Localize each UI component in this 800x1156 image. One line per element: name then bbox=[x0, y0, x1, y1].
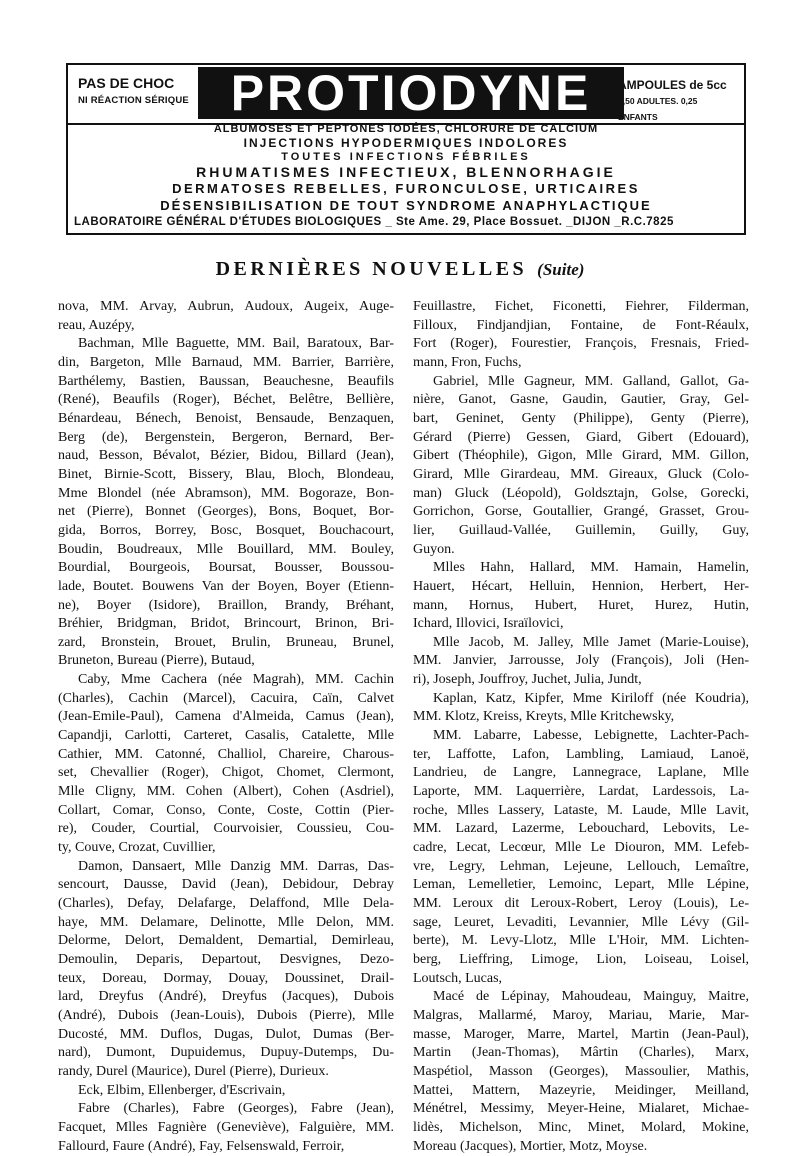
advertisement-banner bbox=[66, 63, 746, 235]
text-line: sage, Leuret, Levaditi, Levannier, Mlle Lévy (Gil- bbox=[413, 914, 749, 930]
text-line: (Charles), Cachin (Marcel), Cacuira, Caïn, Calvet bbox=[58, 690, 394, 706]
text-line: berte), M. Levy-Llotz, Mlle L'Hoir, MM. Lichten- bbox=[413, 933, 749, 949]
ad-line-5: DERMATOSES REBELLES, FURONCULOSE, URTICAIRES bbox=[172, 181, 640, 196]
text-line: Fabre (Charles), Fabre (Georges), Fabre (Jean), bbox=[78, 1101, 394, 1117]
text-line: Macé de Lépinay, Mahoudeau, Mainguy, Maitre, bbox=[433, 989, 749, 1005]
names-paragraph bbox=[413, 373, 749, 560]
text-line: Gibert (Théophile), Gigon, Mlle Girard, MM. Gillon, bbox=[413, 448, 749, 464]
text-line: Mme Blondel (née Abramson), MM. Bogoraze, Bon- bbox=[58, 485, 394, 501]
ad-left-line1: PAS DE CHOC bbox=[78, 75, 175, 91]
text-line: Fort (Roger), Fourestier, François, Fresnais, Fried- bbox=[413, 336, 749, 352]
names-paragraph bbox=[413, 690, 749, 727]
text-line: (Jean-Emile-Paul), Camena d'Almeida, Camus (Jean), bbox=[58, 709, 394, 725]
text-line: Barthélemy, Bastien, Baussan, Beauchesne, Beaufils bbox=[58, 373, 394, 389]
text-line: MM. Janvier, Jarrousse, Joly (François), Joli (Hen- bbox=[413, 653, 749, 669]
text-line: lade, Boutet. Bouwens Van der Boyen, Boyer (Etienn- bbox=[58, 578, 394, 594]
section-heading bbox=[0, 258, 800, 281]
text-line: Landrieu, de Langre, Lannegrace, Laplane, Mlle bbox=[413, 765, 749, 781]
names-paragraph bbox=[413, 727, 749, 988]
text-line: Kaplan, Katz, Kipfer, Mme Kiriloff (née Koudria), bbox=[433, 690, 749, 706]
ad-line-4: RHUMATISMES INFECTIEUX, BLENNORHAGIE bbox=[196, 164, 616, 180]
text-line: gida, Borros, Borrey, Bosc, Bosquet, Bouchacourt, bbox=[58, 522, 394, 538]
text-line: Boudin, Boudreaux, Mlle Bouillard, MM. Bouley, bbox=[58, 541, 394, 557]
text-line: masse, Maroger, Marre, Martel, Martin (Jean-Paul), bbox=[413, 1026, 749, 1042]
ad-line-3: TOUTES INFECTIONS FÉBRILES bbox=[281, 151, 531, 163]
text-line: vre, Legry, Lehman, Lejeune, Lellouch, Lemaître, bbox=[413, 858, 749, 874]
text-line: MM. Klotz, Kreiss, Kreyts, Mlle Kritchewsky, bbox=[413, 709, 675, 725]
text-line: Hauert, Hécart, Helluin, Hennion, Herbert, Her- bbox=[413, 578, 749, 594]
names-paragraph bbox=[58, 298, 394, 335]
text-line: Maspétiol, Masson (Georges), Massoulier, Mathis, bbox=[413, 1063, 749, 1079]
text-line: Gorrichon, Gorse, Goutallier, Grangé, Grasset, Grou- bbox=[413, 504, 749, 520]
text-line: roche, Mlles Lassery, Lataste, M. Laude, Mlle Lavit, bbox=[413, 802, 749, 818]
text-line: ter, Laffotte, Lafon, Lambling, Lamiaud, Lanoë, bbox=[413, 746, 749, 762]
ad-right-block bbox=[618, 77, 738, 125]
text-line: Laporte, MM. Laquerrière, Lardat, Lardessois, La- bbox=[413, 784, 749, 800]
text-line: teux, Doreau, Dormay, Douay, Doussinet, Drail- bbox=[58, 970, 394, 986]
ad-left-block bbox=[78, 75, 196, 109]
text-line: Bréhier, Bridgman, Bridot, Brincourt, Brinon, Bri- bbox=[58, 616, 394, 632]
text-line: mann, Fron, Fuchs, bbox=[413, 354, 522, 370]
text-line: Bénardeau, Bénech, Benoist, Bensaude, Benzaquen, bbox=[58, 410, 394, 426]
text-line: Damon, Dansaert, Mlle Danzig MM. Darras, Das- bbox=[78, 858, 394, 874]
text-line: ne), Boyer (Isidore), Braillon, Brandy, Bréhant, bbox=[58, 597, 394, 613]
text-line: Cathier, MM. Catonné, Challiol, Chareire, Charous- bbox=[58, 746, 394, 762]
text-line: Caby, Mme Cachera (née Magrah), MM. Cachin bbox=[78, 672, 394, 688]
names-paragraph bbox=[413, 634, 749, 690]
section-title: DERNIÈRES NOUVELLES bbox=[215, 258, 528, 280]
ad-left-line2: NI RÉACTION SÉRIQUE bbox=[78, 95, 189, 106]
names-paragraph bbox=[58, 671, 394, 858]
text-line: Mlles Hahn, Hallard, MM. Hamain, Hamelin, bbox=[433, 560, 749, 576]
text-line: MM. Labarre, Labesse, Lebignette, Lachter-Pach- bbox=[433, 728, 749, 744]
text-line: Leman, Lemelletier, Lemoinc, Lepart, Mlle Lépine, bbox=[413, 877, 749, 893]
text-line: Delorme, Delort, Demaldent, Demartial, Demirleau, bbox=[58, 933, 394, 949]
text-line: nard), Dumont, Dupuidemus, Dupuy-Dutemps, Du- bbox=[58, 1045, 394, 1061]
text-line: Bourdial, Bourgeois, Boursat, Bousser, Boussou- bbox=[58, 560, 394, 576]
text-line: Ichard, Illovici, Israïlovici, bbox=[413, 616, 564, 632]
names-paragraph bbox=[413, 988, 749, 1156]
text-line: Feuillastre, Fichet, Ficonetti, Fiehrer, Filderman, bbox=[413, 299, 749, 314]
ad-line-2: INJECTIONS HYPODERMIQUES INDOLORES bbox=[243, 136, 569, 150]
text-line: set, Chevallier (Roger), Chigot, Chomet, Clermont, bbox=[58, 765, 394, 781]
text-line: nova, MM. Arvay, Aubrun, Audoux, Augeix, Auge- bbox=[58, 299, 394, 314]
text-line: din, Bargeton, Mlle Barnaud, MM. Barrier, Barrière, bbox=[58, 354, 394, 370]
text-line: Facquet, Mlles Fagnière (Geneviève), Falguière, MM. bbox=[58, 1119, 394, 1135]
text-line: Gérard (Pierre) Gessen, Giard, Gibert (Edouard), bbox=[413, 429, 749, 445]
text-line: Guyon. bbox=[413, 541, 455, 557]
text-line: man) Gluck (Léopold), Goldsztajn, Golse, Gorecki, bbox=[413, 485, 749, 501]
text-line: Capandji, Carlotti, Carteret, Casalis, Catalette, Mlle bbox=[58, 728, 394, 744]
text-line: Berg (de), Bergenstein, Bergeron, Bernard, Ber- bbox=[58, 429, 394, 445]
text-line: lard, Dreyfus (André), Dreyfus (Jacques), Dubois bbox=[58, 989, 394, 1005]
text-line: bart, Geninet, Genty (Philippe), Genty (Pierre), bbox=[413, 410, 749, 426]
text-line: Mlle Cligny, MM. Cohen (Albert), Cohen (Asdriel), bbox=[58, 784, 394, 800]
text-line: lidès, Michelson, Minc, Minet, Molard, Mokine, bbox=[413, 1119, 749, 1135]
ad-right-line1: AMPOULES de 5cc bbox=[618, 78, 727, 92]
text-line: Malgras, Mallarmé, Maroy, Mariau, Marie, Mar- bbox=[413, 1007, 749, 1023]
text-line: MM. Leroux dit Leroux-Robert, Leroy (Louis), Le- bbox=[413, 896, 749, 911]
ad-line-6: DÉSENSIBILISATION DE TOUT SYNDROME ANAPHYLACTIQUE bbox=[160, 198, 652, 213]
names-paragraph bbox=[58, 335, 394, 671]
text-line: haye, MM. Delamare, Delinotte, Mlle Delon, MM. bbox=[58, 914, 394, 930]
text-line: naud, Besson, Bévalot, Bézier, Bidou, Billard (Jean), bbox=[58, 448, 394, 464]
text-line: Girard, Mlle Girardeau, MM. Gireaux, Gluck (Colo- bbox=[413, 466, 749, 482]
text-line: Mattei, Mattern, Mazeyrie, Meidinger, Meilland, bbox=[413, 1082, 749, 1098]
text-line: berg, Lieffring, Limoge, Lion, Loiseau, Loisel, bbox=[413, 951, 749, 967]
text-line: re), Couder, Courtial, Courvoisier, Coussieu, Cou- bbox=[58, 821, 394, 837]
text-line: MM. Lazard, Lazerme, Lebouchard, Lebovits, Le- bbox=[413, 821, 749, 837]
text-line: (René), Beaufils (Roger), Béchet, Belêtre, Bellière, bbox=[58, 392, 394, 408]
text-line: Bruneton, Bureau (Pierre), Butaud, bbox=[58, 653, 255, 669]
text-line: Fallourd, Faure (André), Fay, Felsenswald, Ferroir, bbox=[58, 1138, 345, 1154]
text-line: zard, Bronstein, Brouet, Brulin, Bruneau, Brunel, bbox=[58, 634, 394, 650]
text-line: ri), Joseph, Jouffroy, Juchet, Julia, Jundt, bbox=[413, 672, 642, 688]
names-paragraph bbox=[58, 1100, 394, 1156]
ad-right-line2: 0,50 ADULTES. 0,25 ENFANTS bbox=[618, 96, 698, 122]
names-paragraph bbox=[413, 298, 749, 373]
text-line: Collart, Comar, Conso, Conte, Coste, Cottin (Pier- bbox=[58, 802, 394, 818]
text-line: Mlle Jacob, M. Jalley, Mlle Jamet (Marie-Louise), bbox=[433, 634, 749, 650]
text-line: nière, Ganot, Gasne, Gaudin, Gautier, Gray, Gel- bbox=[413, 392, 749, 408]
right-column bbox=[413, 298, 749, 1156]
text-line: sencourt, Dausse, David (Jean), Debidour, Debray bbox=[58, 877, 394, 893]
text-line: mann, Hornus, Hubert, Huret, Hurez, Hutin, bbox=[413, 597, 749, 613]
text-line: Gabriel, Mlle Gagneur, MM. Galland, Gallot, Ga- bbox=[433, 373, 749, 389]
text-line: reau, Auzépy, bbox=[58, 317, 135, 333]
text-line: Demoulin, Deparis, Departout, Desvignes, Dezo- bbox=[58, 951, 394, 967]
text-line: lier, Guillaud-Vallée, Guillemin, Guilly, Guy, bbox=[413, 522, 749, 538]
text-line: Ducosté, MM. Duflos, Dugas, Dulot, Dumas (Ber- bbox=[58, 1026, 394, 1042]
text-line: Binet, Birnie-Scott, Bissery, Blau, Bloch, Blondeau, bbox=[58, 466, 394, 482]
text-line: Filloux, Findjandjian, Fontaine, de Font-Réaulx, bbox=[413, 317, 749, 333]
section-subtitle: (Suite) bbox=[537, 260, 585, 279]
ad-brand-name: PROTIODYNE bbox=[198, 67, 624, 119]
ad-top-row bbox=[68, 65, 744, 125]
text-line: Eck, Elbim, Ellenberger, d'Escrivain, bbox=[78, 1082, 286, 1098]
text-line: cadre, Lecat, Lecœur, Mlle Le Diouron, MM. Lefeb- bbox=[413, 840, 749, 856]
text-line: ty, Couve, Crozat, Cuvillier, bbox=[58, 840, 216, 856]
text-line: randy, Durel (Maurice), Durel (Pierre), Durieux. bbox=[58, 1063, 329, 1079]
text-line: (André), Dubois (Jean-Louis), Dubois (Pierre), Mlle bbox=[58, 1007, 394, 1023]
ad-line-1: ALBUMOSES ET PEPTONES IODÉES, CHLORURE DE CALCIUM bbox=[213, 123, 599, 135]
text-line: net (Pierre), Bonnet (Georges), Bons, Boquet, Bor- bbox=[58, 504, 394, 520]
ad-text-lines bbox=[68, 123, 744, 214]
text-line: Bachman, Mlle Baguette, MM. Bail, Baratoux, Bar- bbox=[78, 336, 394, 352]
names-paragraph bbox=[413, 559, 749, 634]
text-line: Ménétrel, Messimy, Meyer-Heine, Mialaret, Michae- bbox=[413, 1101, 749, 1117]
text-line: (Charles), Defay, Delafarge, Delaffond, Mlle Dela- bbox=[58, 896, 394, 911]
names-paragraph bbox=[58, 1082, 394, 1101]
text-line: Loutsch, Lucas, bbox=[413, 970, 503, 986]
ad-footer: LABORATOIRE GÉNÉRAL D'ÉTUDES BIOLOGIQUES _ Ste Ame. 29, Place Bossuet. _DIJON _R.C.7825 bbox=[74, 216, 674, 228]
names-paragraph bbox=[58, 858, 394, 1082]
text-line: Martin (Jean-Thomas), Mârtin (Charles), Marx, bbox=[413, 1045, 749, 1061]
left-column bbox=[58, 298, 394, 1156]
text-line: Moreau (Jacques), Mortier, Motz, Moyse. bbox=[413, 1138, 648, 1154]
